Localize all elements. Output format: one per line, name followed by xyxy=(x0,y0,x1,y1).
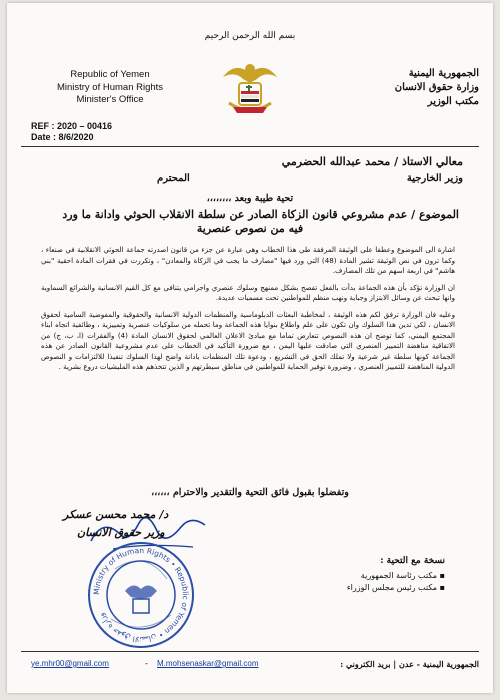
addressee-title: وزير الخارجية xyxy=(406,173,463,184)
basmala: بسم الله الرحمن الرحيم xyxy=(204,31,296,41)
header-english-line: Minister's Office xyxy=(76,94,144,105)
letter-body xyxy=(41,245,455,379)
cc-title: نسخة مع التحية : xyxy=(380,556,445,566)
subject-line: الموضوع / عدم مشروعي قانون الزكاة الصادر عن سلطة الانقلاب الحوثي وادانة ما ورد xyxy=(62,208,459,221)
header-arabic-line: وزارة حقوق الانسان xyxy=(394,82,479,93)
body-paragraph: اشارة الى الموضوع وعطفا على الوثيقة المرفقة طي هذا الخطاب وهي عبارة عن جزء من قانون اصدرته جماعة الحوثي الانقلابية في صنعاء ، وكما ترون في نص الوثيقة تشير المادة (48) التي ورد فيها "مصارف ما يجب في الزكاة والمعادن" ، وتكررت في فقرات المادة احقية "بني هاشم" في اربعة اسهم من تلك المصارف. xyxy=(41,245,455,275)
header-english-line: Republic of Yemen xyxy=(70,69,150,80)
header-arabic-line: مكتب الوزير xyxy=(427,96,479,107)
body-paragraph: وعليه فان الوزارة ترفق لكم هذه الوثيقة ، لمخاطبة البعثات الدبلوماسية والمنظمات الدولية الانسانية والحقوقية والمفوضية السامية لحقوق الانسان ، لكي تدين هذا السلوك وان تكون على علم واطلاع بنوايا هذه الجماعة وما تحمله من سلوكيات عنصرية وتمييزية ، وطائفية اتجاه ابناء المجتمع اليمني، كما توضح ان هذه النصوص تتعارض تماما مع مبادئ الاعلان العالمي لحقوق الانسان المادة (4) والفقرات (ا، ب، ج) من الاتفاقية مناهضة التمييز العنصري التي صادقت عليها اليمن ، مع ضرورة التأكيد في الخطاب على عدم مشروعية القانون الصادر عن هذه الجماعة كونها سلطة غير شرعية ولا تملك الحق في التشريع ، ودعوة تلك المنظمات بادانة واضح لهذا السلوك تنفيذا للالتزامات و النصوص الدولية المناهضة للتمييز العنصري ، وضرورة توفير الحماية للمواطنين في مناطق سيطرتهم و الذين تتخذهم هذه المليشيات دروع بشرية . xyxy=(41,309,455,371)
cc-item: ▪ مكتب رئاسة الجمهورية xyxy=(295,570,445,582)
subject-line-2: فيه من نصوص عنصرية xyxy=(196,222,304,235)
header-arabic-line: الجمهورية اليمنية xyxy=(408,68,479,79)
cc-list xyxy=(295,570,445,594)
reference-block xyxy=(31,121,112,143)
signatory-name: د/ محمد محسن عسكر xyxy=(63,508,169,521)
yemen-emblem-icon xyxy=(215,47,285,121)
stamp-text: Ministry of Human Rights • Republic of Yemen • وزارة حقوق الانسان xyxy=(91,545,191,645)
letter-date: Date : 8/6/2020 xyxy=(31,132,94,142)
footer-email-link[interactable]: ye.mhr00@gmail.com xyxy=(31,659,109,668)
addressee-honorific: المحترم xyxy=(157,173,190,184)
footer-separator: - xyxy=(145,659,148,668)
official-stamp-icon xyxy=(85,539,197,651)
signatory-title: وزير حقوق الانسان xyxy=(77,526,165,539)
footer-divider xyxy=(21,651,479,652)
cc-item: ▪ مكتب رئيس مجلس الوزراء xyxy=(295,582,445,594)
addressee-name: معالي الاستاذ / محمد عبدالله الحضرمي xyxy=(281,155,463,168)
greeting: تحية طيبة وبعد ،،،،،،،، xyxy=(206,193,294,204)
header-divider xyxy=(21,146,479,147)
header-english-line: Ministry of Human Rights xyxy=(56,81,164,93)
footer-address: الجمهورية اليمنية - عدن | بريد الكتروني : xyxy=(340,659,479,669)
closing-line: وتفضلوا بقبول فائق التحية والتقدير والاحترام ،،،،،، xyxy=(151,487,349,498)
footer-email-link[interactable]: M.mohsenaskar@gmail.com xyxy=(157,659,259,668)
letter-page xyxy=(7,3,493,693)
header-english xyxy=(25,69,195,107)
header-arabic xyxy=(329,67,479,109)
reference-number: REF : 2020 – 00416 xyxy=(31,121,113,131)
body-paragraph: ان الوزارة تؤكد بأن هذه الجماعة بدأت بالفعل تفصح بشكل ممنهج وسلوك عنصري واجرامي يتنافى مع كل القيم الانسانية والشرائع السماوية وانها تبحث عن وسائل الابتزاز وجباية ونهب منظم للمواطنين تحت مسميات عديدة. xyxy=(41,282,455,302)
